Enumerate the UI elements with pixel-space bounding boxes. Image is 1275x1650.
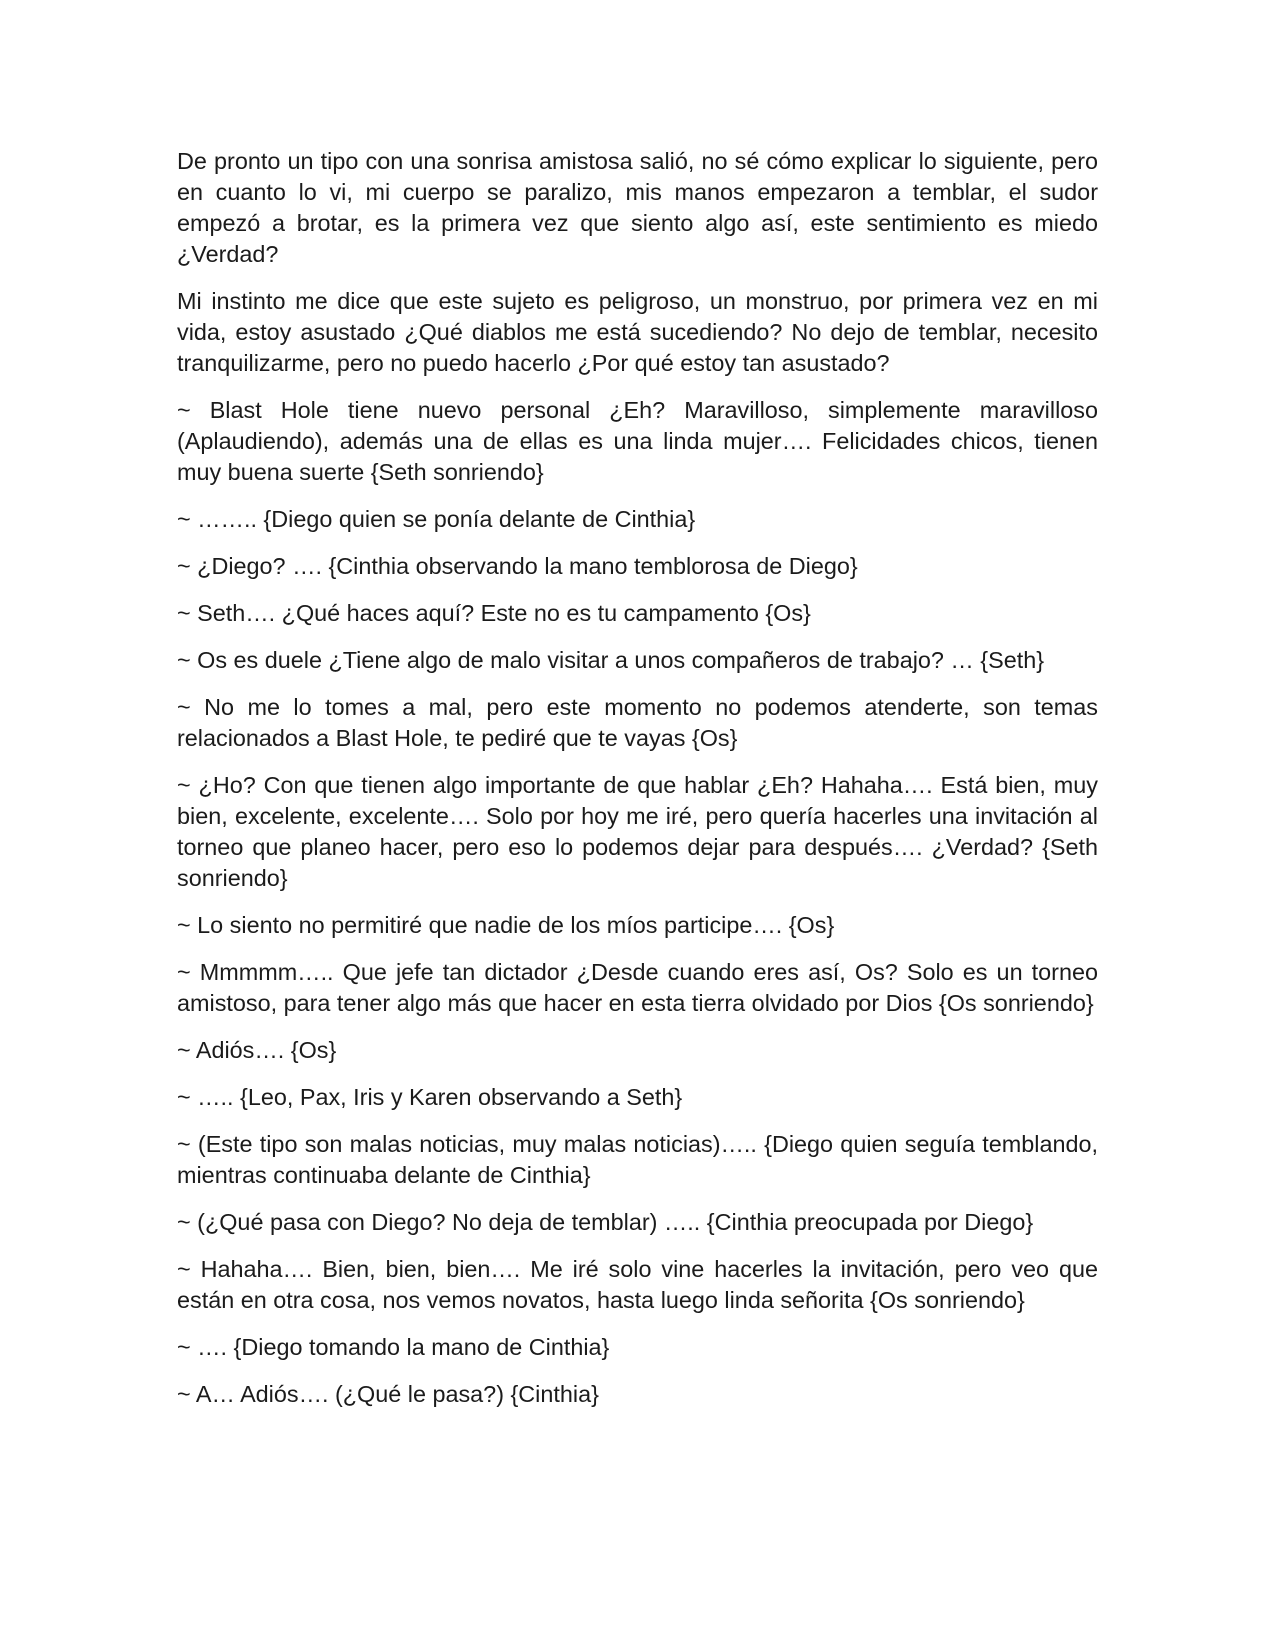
dialogue-line: ~ ¿Ho? Con que tienen algo importante de que hablar ¿Eh? Hahaha…. Está bien, muy bien, excelente, excelente…. Solo por hoy me iré, pero quería hacerles una invitación al torneo que planeo hacer, pero eso lo podemos dejar para después…. ¿Verdad? {Seth sonriendo}: [177, 772, 1098, 891]
dialogue-line: ~ (Este tipo son malas noticias, muy malas noticias)….. {Diego quien seguía temblando, mientras continuaba delante de Cinthia}: [177, 1131, 1098, 1188]
dialogue-line: ~ ¿Diego? …. {Cinthia observando la mano temblorosa de Diego}: [177, 553, 858, 579]
dialogue-line: ~ ….. {Leo, Pax, Iris y Karen observando a Seth}: [177, 1084, 683, 1110]
dialogue-line: ~ Lo siento no permitiré que nadie de los míos participe…. {Os}: [177, 912, 835, 938]
dialogue-line: ~ No me lo tomes a mal, pero este momento no podemos atenderte, son temas relacionados a Blast Hole, te pediré que te vayas {Os}: [177, 694, 1098, 751]
dialogue-line: ~ …….. {Diego quien se ponía delante de Cinthia}: [177, 506, 696, 532]
dialogue-line: ~ A… Adiós…. (¿Qué le pasa?) {Cinthia}: [177, 1381, 599, 1407]
dialogue-line: ~ Adiós…. {Os}: [177, 1037, 337, 1063]
dialogue-line: ~ (¿Qué pasa con Diego? No deja de temblar) ….. {Cinthia preocupada por Diego}: [177, 1209, 1034, 1235]
narrative-paragraph: Mi instinto me dice que este sujeto es peligroso, un monstruo, por primera vez en mi vida, estoy asustado ¿Qué diablos me está sucediendo? No dejo de temblar, necesito tranquilizarme, pero no puedo hacerlo ¿Por qué estoy tan asustado?: [177, 288, 1098, 376]
dialogue-line: ~ …. {Diego tomando la mano de Cinthia}: [177, 1334, 610, 1360]
dialogue-line: ~ Os es duele ¿Tiene algo de malo visitar a unos compañeros de trabajo? … {Seth}: [177, 647, 1045, 673]
dialogue-line: ~ Seth…. ¿Qué haces aquí? Este no es tu campamento {Os}: [177, 600, 811, 626]
dialogue-line: ~ Hahaha…. Bien, bien, bien…. Me iré solo vine hacerles la invitación, pero veo que están en otra cosa, nos vemos novatos, hasta luego linda señorita {Os sonriendo}: [177, 1256, 1098, 1313]
narrative-paragraph: De pronto un tipo con una sonrisa amistosa salió, no sé cómo explicar lo siguiente, pero en cuanto lo vi, mi cuerpo se paralizo, mis manos empezaron a temblar, el sudor empezó a brotar, es la primera vez que siento algo así, este sentimiento es miedo ¿Verdad?: [177, 148, 1098, 267]
dialogue-line: ~ Mmmmm….. Que jefe tan dictador ¿Desde cuando eres así, Os? Solo es un torneo amistoso, para tener algo más que hacer en esta tierra olvidado por Dios {Os sonriendo}: [177, 959, 1098, 1016]
document-body: [177, 146, 1098, 1426]
dialogue-line: ~ Blast Hole tiene nuevo personal ¿Eh? Maravilloso, simplemente maravilloso (Aplaudiendo), además una de ellas es una linda mujer…. Felicidades chicos, tienen muy buena suerte {Seth sonriendo}: [177, 397, 1098, 485]
